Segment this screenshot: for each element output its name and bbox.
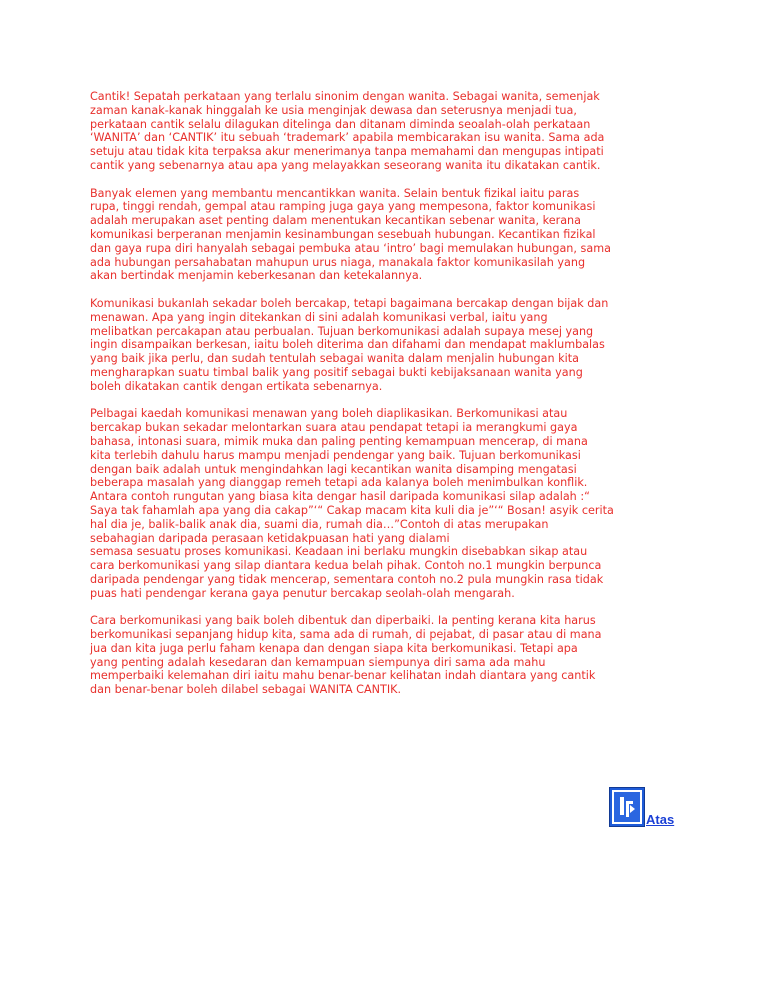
paragraph-4: Pelbagai kaedah komunikasi menawan yang boleh diaplikasikan. Berkomunikasi atau bercakap bukan sekadar melontarkan suara atau pendapat tetapi ia merangkumi gaya bahasa, intonasi suara, mimik muka dan paling penting kemampuan mencerap, di mana kita terlebih dahulu harus mampu menjadi pendengar yang baik. Tujuan berkomunikasi dengan baik adalah untuk mengindahkan lagi kecantikan wanita disamping mengatasi beberapa masalah yang dianggap remeh tetapi ada kalanya boleh menimbulkan konflik. Antara contoh rungutan yang biasa kita dengar hasil daripada komunikasi silap adalah :“ Saya tak fahamlah apa yang dia cakap”‘“ Cakap macam kita kuli dia je”‘“ Bosan! asyik cerita hal dia je, balik-balik anak dia, suami dia, rumah dia…”Contoh di atas merupakan sebahagian daripada perasaan ketidakpuasan hati yang dialami semasa sesuatu proses komunikasi. Keadaan ini berlaku mungkin disebabkan sikap atau cara berkomunikasi yang silap diantara kedua belah pihak. Contoh no.1 mungkin berpunca daripada pendengar yang tidak mencerap, sementara contoh no.2 pula mungkin rasa tidak puas hati pendengar kerana gaya penutur bercakap seolah-olah mengarah. xyxy=(90,407,614,600)
article-body xyxy=(90,90,680,711)
arrow-up-icon[interactable] xyxy=(609,787,645,827)
paragraph-5: Cara berkomunikasi yang baik boleh dibentuk dan diperbaiki. Ia penting kerana kita harus berkomunikasi sepanjang hidup kita, sama ada di rumah, di pejabat, di pasar atau di mana jua dan kita juga perlu faham kenapa dan dengan siapa kita berkomunikasi. Tetapi apa yang penting adalah kesedaran dan kemampuan siempunya diri sama ada mahu memperbaiki kelemahan diri iaitu mahu benar-benar kelihatan indah diantara yang cantik dan benar-benar boleh dilabel sebagai WANITA CANTIK. xyxy=(90,614,602,697)
paragraph-3: Komunikasi bukanlah sekadar boleh bercakap, tetapi bagaimana bercakap dengan bijak dan menawan. Apa yang ingin ditekankan di sini adalah komunikasi verbal, iaitu yang melibatkan percakapan atau perbualan. Tujuan berkomunikasi adalah supaya mesej yang ingin disampaikan berkesan, iaitu boleh diterima dan difahami dan mendapat maklumbalas yang baik jika perlu, dan sudah tentulah sebagai wanita dalam menjalin hubungan kita mengharapkan suatu timbal balik yang positif sebagai bukti kebijaksanaan wanita yang boleh dikatakan cantik dengan ertikata sebenarnya. xyxy=(90,296,609,393)
back-to-top[interactable] xyxy=(609,787,674,827)
paragraph-2: Banyak elemen yang membantu mencantikkan wanita. Selain bentuk fizikal iaitu paras rupa, tinggi rendah, gempal atau ramping juga gaya yang mempesona, faktor komunikasi adalah merupakan aset penting dalam menentukan kecantikan sebenar wanita, kerana komunikasi berperanan menjamin kesinambungan sesebuah hubungan. Kecantikan fizikal dan gaya rupa diri hanyalah sebagai pembuka atau ‘intro’ bagi memulakan hubungan, sama ada hubungan persahabatan mahupun urus niaga, manakala faktor komunikasilah yang akan bertindak menjamin keberkesanan dan ketekalannya. xyxy=(90,186,611,283)
top-link[interactable]: Atas xyxy=(646,812,675,827)
paragraph-1: Cantik! Sepatah perkataan yang terlalu sinonim dengan wanita. Sebagai wanita, semenjak zaman kanak-kanak hinggalah ke usia menginjak dewasa dan seterusnya menjadi tua, perkataan cantik selalu dilagukan ditelinga dan ditanam diminda seoalah-olah perkataan ‘WANITA’ dan ‘CANTIK’ itu sebuah ‘trademark’ apabila membicarakan isu wanita. Sama ada setuju atau tidak kita terpaksa akur menerimanya tanpa memahami dan mengupas intipati cantik yang sebenarnya atau apa yang melayakkan seseorang wanita itu dikatakan cantik. xyxy=(90,90,605,172)
